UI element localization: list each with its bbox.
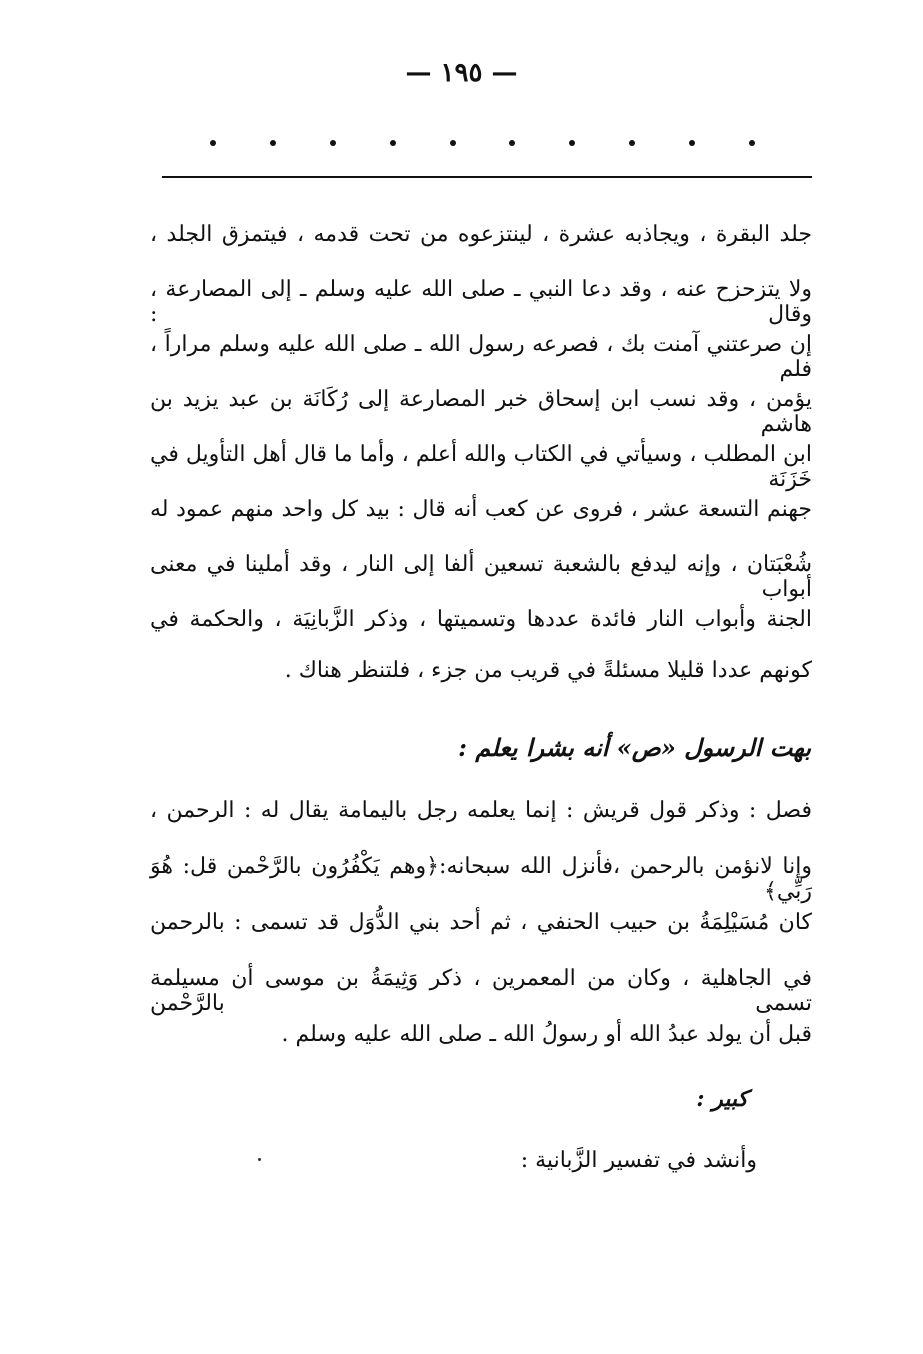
separator-dot bbox=[569, 140, 575, 146]
separator-dot bbox=[450, 140, 456, 146]
paragraph-2 bbox=[150, 798, 812, 1028]
text-line: كان مُسَيْلِمَةُ بن حبيب الحنفي ، ثم أحد بني الدُّوَل قد تسمى : بالرحمن bbox=[150, 910, 812, 935]
separator-dot bbox=[509, 140, 515, 146]
final-line: وأنشد في تفسير الزَّبانية : bbox=[520, 1148, 757, 1173]
separator-dot bbox=[749, 140, 755, 146]
text-line: ولا يتزحزح عنه ، وقد دعا النبي ـ صلى الله عليه وسلم ـ إلى المصارعة ، وقال : bbox=[150, 277, 812, 327]
text-line: في الجاهلية ، وكان من المعمرين ، ذكر وَثِيمَةُ بن موسى أن مسيلمة تسمى بالرَّحْمن bbox=[150, 966, 812, 1016]
text-line: إن صرعتني آمنت بك ، فصرعه رسول الله ـ صلى الله عليه وسلم مراراً ، فلم bbox=[150, 332, 812, 382]
text-line: جهنم التسعة عشر ، فروى عن كعب أنه قال : بيد كل واحد منهم عمود له bbox=[150, 497, 812, 522]
separator-dot bbox=[270, 140, 276, 146]
paragraph-2-last-line: قبل أن يولد عبدُ الله أو رسولُ الله ـ صلى الله عليه وسلم . bbox=[281, 1022, 812, 1047]
separator-dot bbox=[210, 140, 216, 146]
section-heading: بهت الرسول «ص» أنه بشرا يعلم : bbox=[458, 733, 811, 762]
separator-dot bbox=[330, 140, 336, 146]
text-line: ابن المطلب ، وسيأتي في الكتاب والله أعلم ، وأما ما قال أهل التأويل في خَزَنَة bbox=[150, 442, 812, 492]
ink-speck bbox=[258, 1158, 261, 1161]
paragraph-1-last-line: كونهم عددا قليلا مسئلةً في قريب من جزء ، فلتنظر هناك . bbox=[284, 658, 812, 683]
separator-dot bbox=[390, 140, 396, 146]
sub-heading: كبير : bbox=[696, 1086, 748, 1112]
separator-dot bbox=[629, 140, 635, 146]
separator-dots bbox=[210, 140, 755, 146]
page-number: — ١٩٥ — bbox=[405, 58, 518, 88]
text-line: جلد البقرة ، ويجاذبه عشرة ، لينتزعوه من تحت قدمه ، فيتمزق الجلد ، bbox=[150, 222, 812, 247]
header-rule bbox=[162, 176, 812, 178]
text-line: شُعْبَتان ، وإنه ليدفع بالشعبة تسعين ألفا إلى النار ، وقد أملينا في معنى أبواب bbox=[150, 552, 812, 602]
text-line: يؤمن ، وقد نسب ابن إسحاق خبر المصارعة إلى رُكَانَة بن عبد يزيد بن هاشم bbox=[150, 387, 812, 437]
text-line: فصل : وذكر قول قريش : إنما يعلمه رجل باليمامة يقال له : الرحمن ، bbox=[150, 798, 812, 823]
separator-dot bbox=[689, 140, 695, 146]
text-line: وإنا لانؤمن بالرحمن ،فأنزل الله سبحانه:﴿وهم يَكْفُرُون بالرَّحْمن قل: هُوَ رَبِّي﴾ bbox=[150, 854, 812, 904]
paragraph-1 bbox=[150, 222, 812, 692]
text-line: الجنة وأبواب النار فائدة عددها وتسميتها ، وذكر الزَّبانِيَة ، والحكمة في bbox=[150, 607, 812, 632]
